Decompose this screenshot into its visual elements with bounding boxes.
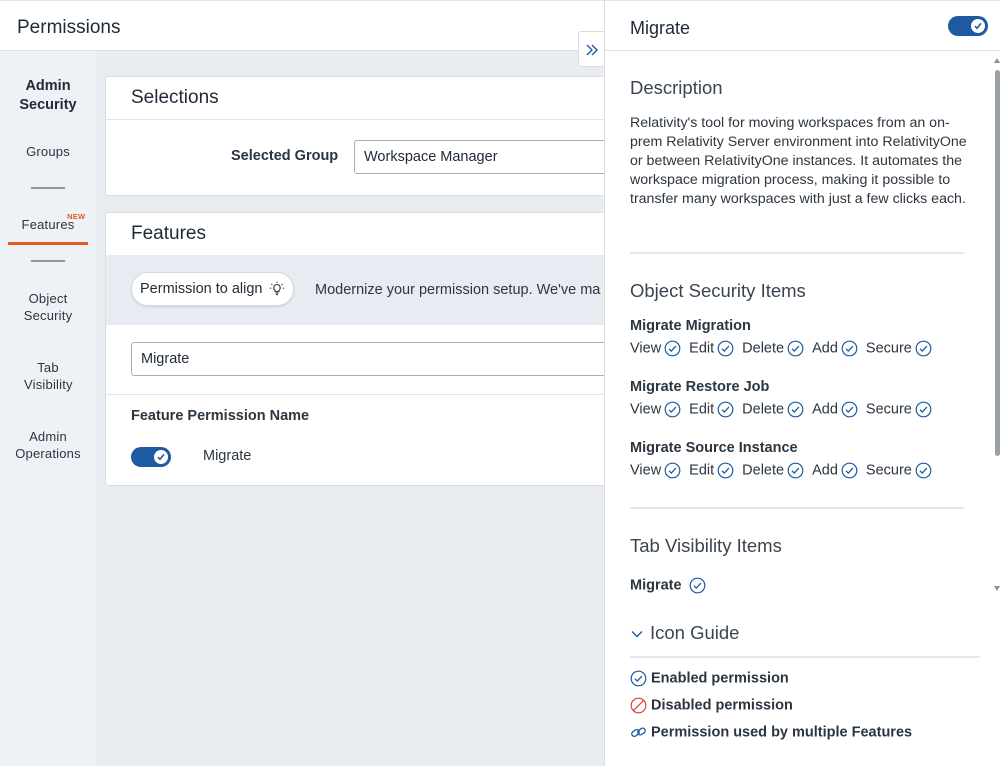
- check-icon: [156, 452, 166, 462]
- nav-divider: [31, 187, 65, 189]
- double-chevron-right-icon: [585, 43, 599, 57]
- check-circle-icon: [717, 462, 734, 479]
- top-header: [0, 0, 604, 51]
- object-security-heading: Object Security Items: [630, 280, 806, 301]
- new-badge: NEW: [67, 212, 86, 221]
- permission-to-align-button[interactable]: [131, 272, 294, 306]
- main-content: [96, 51, 604, 766]
- permission-delete: [742, 462, 804, 479]
- icon-guide-toggle[interactable]: [630, 622, 739, 644]
- toggle-knob: [154, 450, 168, 464]
- lightbulb-icon: [269, 281, 285, 297]
- panel-enable-toggle[interactable]: [948, 16, 988, 36]
- sidebar-item-features[interactable]: Features: [21, 217, 75, 232]
- object-item-name: Migrate Migration: [630, 318, 751, 334]
- icon-guide-heading: Icon Guide: [650, 622, 740, 643]
- link-icon: [630, 724, 647, 741]
- permission-label: Secure: [865, 401, 912, 418]
- permission-row: [630, 401, 940, 418]
- permission-label: Edit: [689, 401, 715, 418]
- check-circle-icon: [717, 401, 734, 418]
- feature-row-label[interactable]: Migrate: [203, 448, 252, 464]
- permission-label: Delete: [742, 462, 785, 479]
- permission-secure: [866, 462, 932, 479]
- selections-card: [105, 76, 625, 196]
- features-card: [105, 212, 625, 486]
- permission-view: [630, 340, 681, 357]
- permission-add: [812, 401, 858, 418]
- check-circle-icon: [787, 340, 804, 357]
- permission-secure: [866, 340, 932, 357]
- chevron-down-icon: [630, 627, 644, 641]
- panel-header: [605, 0, 1000, 51]
- description-heading: Description: [630, 77, 723, 98]
- sidebar-item-admin-operations[interactable]: Admin Operations: [15, 429, 81, 461]
- description-text: Relativity's tool for moving workspaces from an on-prem Relativity Server environment into RelativityOne or between RelativityOne instances. It automates the workspace migration process, making it possible to transfer many workspaces with just a few clicks each.: [630, 115, 967, 207]
- section-divider: [630, 507, 964, 509]
- check-circle-icon: [630, 670, 647, 687]
- permission-label: Edit: [689, 340, 715, 357]
- guide-label: Permission used by multiple Features: [651, 724, 913, 741]
- permission-row: [630, 340, 940, 357]
- guide-label: Enabled permission: [651, 670, 789, 687]
- permission-label: Edit: [689, 462, 715, 479]
- check-circle-icon: [915, 401, 932, 418]
- feature-permission-column-header: Feature Permission Name: [131, 408, 310, 424]
- check-circle-icon: [664, 401, 681, 418]
- permission-label: Secure: [865, 340, 912, 357]
- permission-label: Delete: [742, 401, 785, 418]
- nav-divider: [31, 260, 65, 262]
- permission-add: [812, 340, 858, 357]
- permission-label: View: [630, 401, 662, 418]
- tab-item-name: Migrate: [630, 577, 682, 594]
- page-title: Permissions: [17, 17, 121, 38]
- check-circle-icon: [841, 340, 858, 357]
- permission-label: View: [630, 340, 662, 357]
- card-divider: [106, 119, 624, 120]
- permission-label: Secure: [865, 462, 912, 479]
- sidebar-item-object-security[interactable]: Object Security: [23, 291, 73, 323]
- check-circle-icon: [717, 340, 734, 357]
- left-nav: [0, 51, 96, 766]
- nav-heading: Admin Security: [19, 78, 77, 113]
- collapse-panel-button[interactable]: [578, 31, 605, 67]
- feature-toggle-migrate[interactable]: [131, 447, 171, 467]
- modernize-banner: [106, 255, 626, 325]
- permission-view: [630, 401, 681, 418]
- permission-edit: [689, 340, 734, 357]
- details-panel: [604, 0, 1000, 766]
- check-circle-icon: [787, 462, 804, 479]
- permission-add: [812, 462, 858, 479]
- permission-secure: [866, 401, 932, 418]
- object-item-name: Migrate Source Instance: [630, 440, 798, 456]
- permission-delete: [742, 340, 804, 357]
- feature-search-input[interactable]: Migrate: [131, 342, 631, 376]
- active-indicator: [8, 242, 88, 245]
- permission-delete: [742, 401, 804, 418]
- scroll-down-arrow[interactable]: [994, 586, 1000, 591]
- check-circle-icon: [787, 401, 804, 418]
- check-circle-icon: [915, 462, 932, 479]
- permission-label: View: [630, 462, 662, 479]
- selections-title: Selections: [131, 87, 219, 108]
- check-circle-icon: [841, 462, 858, 479]
- permission-label: Delete: [742, 340, 785, 357]
- object-item-name: Migrate Restore Job: [630, 379, 770, 395]
- icon-guide-divider: [630, 656, 980, 658]
- guide-item-multiple: [630, 724, 912, 741]
- panel-scrollbar[interactable]: [993, 58, 1000, 594]
- scroll-up-arrow[interactable]: [994, 58, 1000, 63]
- selected-group-label: Selected Group: [231, 148, 339, 164]
- check-circle-icon: [689, 577, 706, 594]
- banner-text: Modernize your permission setup. We've ma: [315, 282, 601, 298]
- guide-label: Disabled permission: [651, 697, 793, 714]
- prohibited-icon: [630, 697, 647, 714]
- tab-item: [630, 577, 706, 594]
- permission-label: Add: [812, 401, 838, 418]
- permission-label: Add: [812, 340, 838, 357]
- sidebar-item-tab-visibility[interactable]: Tab Visibility: [24, 360, 73, 392]
- check-icon: [973, 21, 983, 31]
- check-circle-icon: [915, 340, 932, 357]
- check-circle-icon: [664, 462, 681, 479]
- permission-row: [630, 462, 940, 479]
- sidebar-item-groups[interactable]: Groups: [26, 144, 70, 159]
- check-circle-icon: [841, 401, 858, 418]
- guide-item-disabled: [630, 697, 793, 714]
- check-circle-icon: [664, 340, 681, 357]
- card-divider: [106, 394, 624, 395]
- pill-label: Permission to align: [140, 281, 263, 297]
- permission-view: [630, 462, 681, 479]
- features-title: Features: [131, 223, 206, 244]
- guide-item-enabled: [630, 670, 789, 687]
- permission-label: Add: [812, 462, 838, 479]
- scroll-thumb[interactable]: [995, 70, 1000, 456]
- permission-edit: [689, 462, 734, 479]
- selected-group-field[interactable]: Workspace Manager: [354, 140, 654, 174]
- tab-visibility-heading: Tab Visibility Items: [630, 535, 782, 556]
- toggle-knob: [971, 19, 985, 33]
- panel-title: Migrate: [630, 18, 691, 38]
- permission-edit: [689, 401, 734, 418]
- section-divider: [630, 252, 964, 254]
